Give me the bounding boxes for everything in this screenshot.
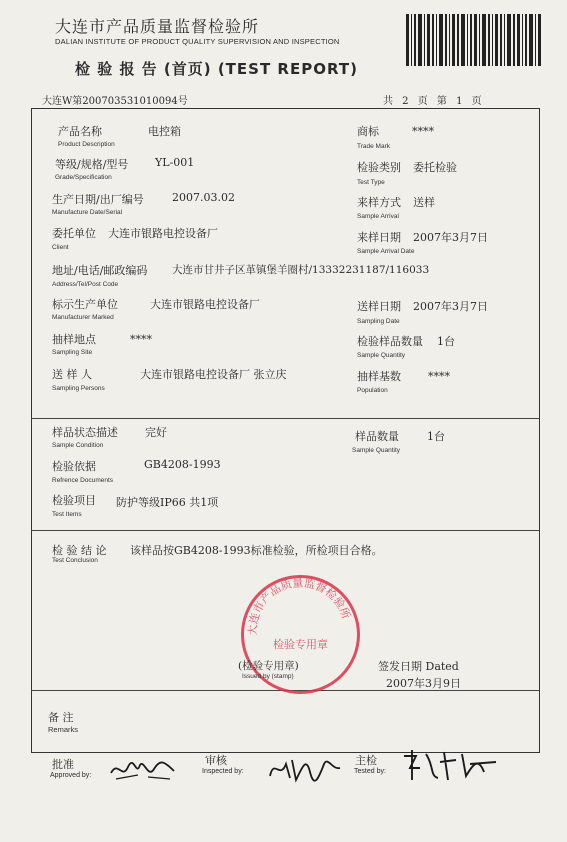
- items-en: Test Items: [52, 511, 82, 518]
- condition-label: 样品状态描述: [52, 426, 118, 439]
- population-value: ****: [428, 370, 450, 383]
- sampling-date-en: Sampling Date: [357, 318, 400, 325]
- sample-qty-value: 1台: [427, 430, 445, 443]
- test-type-label: 检验类别: [357, 161, 401, 174]
- sampling-site-value: ****: [130, 333, 152, 346]
- barcode-image: [404, 14, 544, 66]
- test-type-en: Test Type: [357, 179, 385, 186]
- manufacture-label: 生产日期/出厂编号: [52, 193, 144, 206]
- issue-date-value: 2007年3月9日: [386, 677, 461, 690]
- population-en: Population: [357, 387, 388, 394]
- arrival-date-en: Sample Arrival Date: [357, 248, 415, 255]
- address-en: Address/Tel/Post Code: [52, 281, 119, 288]
- reference-label: 检验依据: [52, 460, 96, 473]
- conclusion-value: 该样品按GB4208-1993标准检验，所检项目合格。: [130, 544, 383, 557]
- remarks-label: 备 注: [48, 711, 74, 724]
- reference-value: GB4208-1993: [144, 458, 221, 471]
- items-label: 检验项目: [52, 494, 96, 507]
- items-value: 防护等级IP66 共1项: [116, 496, 219, 509]
- trademark-label: 商标: [357, 125, 379, 138]
- sample-qty-inspect-value: 1台: [437, 335, 455, 348]
- stamp-en: Issued by (stamp): [242, 673, 294, 680]
- test-type-value: 委托检验: [413, 161, 457, 174]
- sampling-persons-en: Sampling Persons: [52, 385, 105, 392]
- manufacturer-en: Manufacturer Marked: [52, 314, 114, 321]
- condition-value: 完好: [145, 426, 167, 439]
- grade-label: 等级/规格/型号: [55, 158, 129, 171]
- report-title: 检 验 报 告 (首页) (TEST REPORT): [75, 60, 358, 78]
- sample-qty-inspect-en: Sample Quantity: [357, 352, 406, 359]
- sample-qty-inspect-label: 检验样品数量: [357, 335, 423, 348]
- conclusion-en: Test Conclusion: [52, 557, 98, 564]
- stamp-label: (检验专用章): [238, 660, 299, 672]
- arrival-way-label: 来样方式: [357, 196, 401, 209]
- form-divider: [31, 530, 540, 531]
- report-number: 大连W第20070353101009​4号: [42, 96, 188, 107]
- arrival-date-label: 来样日期: [357, 231, 401, 244]
- product-name-label: 产品名称: [58, 125, 102, 138]
- sampling-site-label: 抽样地点: [52, 333, 96, 346]
- grade-value: YL-001: [155, 156, 195, 169]
- remarks-en: Remarks: [48, 725, 79, 734]
- approved-signature: [108, 755, 178, 783]
- condition-en: Sample Condition: [52, 442, 104, 449]
- tested-signature: [400, 746, 500, 784]
- page-count: 共 2 页 第 1 页: [383, 96, 482, 107]
- manufacture-en: Manufacture Date/Serial: [52, 209, 123, 216]
- reference-en: Refrence Documents: [52, 477, 114, 484]
- tested-en: Tested by:: [354, 768, 386, 775]
- inspected-en: Inspected by:: [202, 768, 244, 775]
- sample-qty-en: Sample Quantity: [352, 447, 401, 454]
- manufacturer-label: 标示生产单位: [52, 298, 118, 311]
- sampling-persons-label: 送 样 人: [52, 368, 92, 381]
- address-value: 大连市甘井子区革镇堡羊圈村/13332231187/116033: [172, 264, 430, 276]
- grade-en: Grade/Specification: [55, 174, 112, 181]
- svg-text:大连市产品质量监督检验所: 大连市产品质量监督检验所: [246, 576, 353, 636]
- approved-en: Approved by:: [50, 772, 92, 779]
- inspected-signature: [266, 750, 344, 784]
- inspected-label: 审核: [205, 754, 227, 767]
- manufacture-value: 2007.03.02: [172, 191, 235, 204]
- sampling-persons-value: 大连市银路电控设备厂 张立庆: [140, 368, 287, 381]
- product-name-value: 电控箱: [148, 125, 181, 138]
- institute-name-en: DALIAN INSTITUTE OF PRODUCT QUALITY SUPERVISION AND INSPECTION: [55, 37, 340, 46]
- svg-text:检验专用章: 检验专用章: [273, 638, 328, 651]
- arrival-way-en: Sample Arrival: [357, 213, 399, 220]
- approved-label: 批准: [52, 758, 74, 771]
- client-en: Client: [52, 244, 69, 251]
- address-label: 地址/电话/邮政编码: [52, 264, 148, 277]
- sampling-site-en: Sampling Site: [52, 349, 93, 356]
- product-name-en: Product Description: [58, 141, 115, 148]
- tested-label: 主检: [355, 754, 377, 767]
- population-label: 抽样基数: [357, 370, 401, 383]
- form-divider: [31, 418, 540, 419]
- conclusion-label: 检 验 结 论: [52, 544, 107, 557]
- sampling-date-value: 2007年3月7日: [413, 300, 488, 313]
- sampling-date-label: 送样日期: [357, 300, 401, 313]
- trademark-en: Trade Mark: [357, 143, 390, 150]
- manufacturer-value: 大连市银路电控设备厂: [150, 298, 260, 311]
- issue-date-label: 签发日期 Dated: [378, 660, 459, 673]
- arrival-way-value: 送样: [413, 196, 435, 209]
- client-value: 大连市银路电控设备厂: [108, 227, 218, 240]
- sample-qty-label: 样品数量: [355, 430, 399, 443]
- arrival-date-value: 2007年3月7日: [413, 231, 488, 244]
- trademark-value: ****: [412, 125, 434, 138]
- institute-name-cn: 大连市产品质量监督检验所: [55, 17, 260, 36]
- client-label: 委托单位: [52, 227, 96, 240]
